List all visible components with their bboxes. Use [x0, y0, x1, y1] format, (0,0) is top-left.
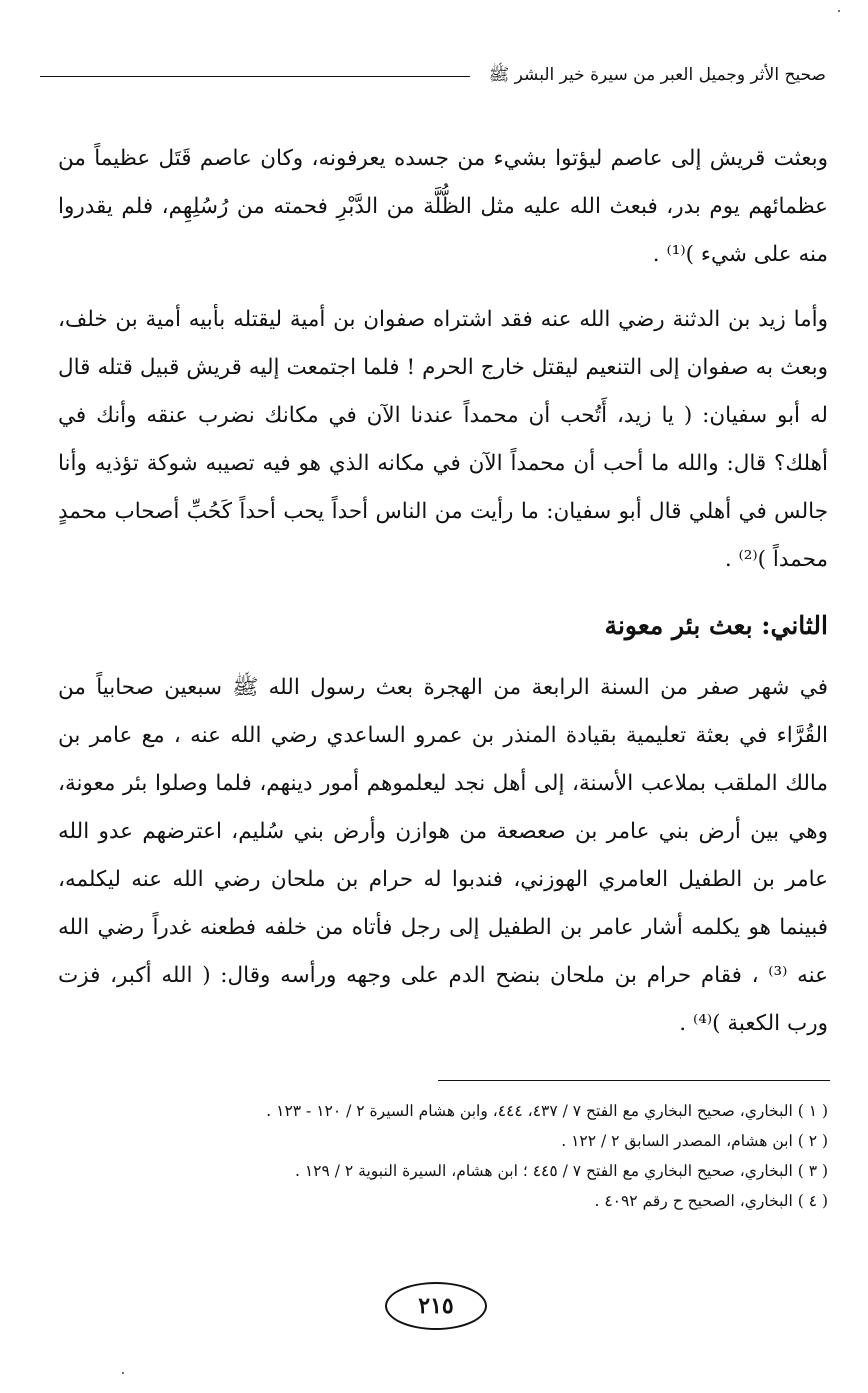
- running-header: [40, 64, 826, 90]
- page-number-oval: [385, 1282, 487, 1330]
- paragraph-1: وبعثت قريش إلى عاصم ليؤتوا بشيء من جسده يعرفونه، وكان عاصم قَتَل عظيماً من عظمائهم يوم بدر، فبعث الله عليه مثل الظُّلَّة من الدَّبْرِ فحمته من رُسُلِهِم، فلم يقدروا منه على شيء )⁽¹⁾ .: [58, 146, 828, 267]
- footnote-list: [58, 1096, 828, 1216]
- paragraph-2: وأما زيد بن الدثنة رضي الله عنه فقد اشتراه صفوان بن أمية ليقتله بأبيه أمية بن خلف، وبعث به صفوان إلى التنعيم ليقتل خارج الحرم ! فلما اجتمعت إليه قريش قبيل قتله قال له أبو سفيان: ( يا زيد، أَتُحب أن محمداً عندنا الآن في مكانك نضرب عنقه وأنك في أهلك؟ قال: والله ما أحب أن محمداً الآن في مكانه الذي هو فيه تصيبه شوكة تؤذيه وأنا جالس في أهلي قال أبو سفيان: ما رأيت من الناس أحداً يحب أحداً كَحُبِّ أصحاب محمدٍ محمداً )⁽²⁾ .: [58, 307, 828, 572]
- section-heading: الثاني: بعث بئر معونة: [604, 611, 828, 640]
- footnote-1: ( ١ ) البخاري، صحيح البخاري مع الفتح ٧ / ٤٣٧، ٤٤٤، وابن هشام السيرة ٢ / ١٢٠ - ١٢٣ .: [266, 1102, 828, 1120]
- footnote-4: ( ٤ ) البخاري، الصحيح ح رقم ٤٠٩٢ .: [594, 1192, 828, 1210]
- footnote-rule: [438, 1080, 830, 1081]
- page-number: ٢١٥: [418, 1293, 454, 1319]
- footnote-3: ( ٣ ) البخاري، صحيح البخاري مع الفتح ٧ / ٤٤٥ ؛ ابن هشام، السيرة النبوية ٢ / ١٢٩ .: [294, 1162, 828, 1180]
- paragraph-3: في شهر صفر من السنة الرابعة من الهجرة بعث رسول الله ﷺ سبعين صحابياً من القُرَّاء في بعثة تعليمية بقيادة المنذر بن عمرو الساعدي رضي الله عنه ، مع عامر بن مالك الملقب بملاعب الأسنة، إلى أهل نجد ليعلموهم أمور دينهم، فلما وصلوا بئر معونة، وهي بين أرض بني عامر بن صعصعة من هوازن وأرض بني سُليم، اعترضهم عدو الله عامر بن الطفيل العامري الهوزني، فندبوا له حرام بن ملحان رضي الله عنه ليكلمه، فبينما هو يكلمه أشار عامر بن الطفيل إلى رجل فأتاه من خلفه فطعنه غدراً رضي الله عنه ⁽³⁾ ، فقام حرام بن ملحان بنضح الدم على وجهه ورأسه وقال: ( الله أكبر، فزت ورب الكعبة )⁽⁴⁾ .: [58, 675, 828, 1036]
- scan-speck: [838, 10, 840, 12]
- header-rule: [40, 76, 470, 77]
- book-title: صحيح الأثر وجميل العبر من سيرة خير البشر ﷺ: [488, 65, 826, 85]
- scan-speck: [122, 1372, 124, 1374]
- footnote-2: ( ٢ ) ابن هشام، المصدر السابق ٢ / ١٢٢ .: [561, 1132, 828, 1150]
